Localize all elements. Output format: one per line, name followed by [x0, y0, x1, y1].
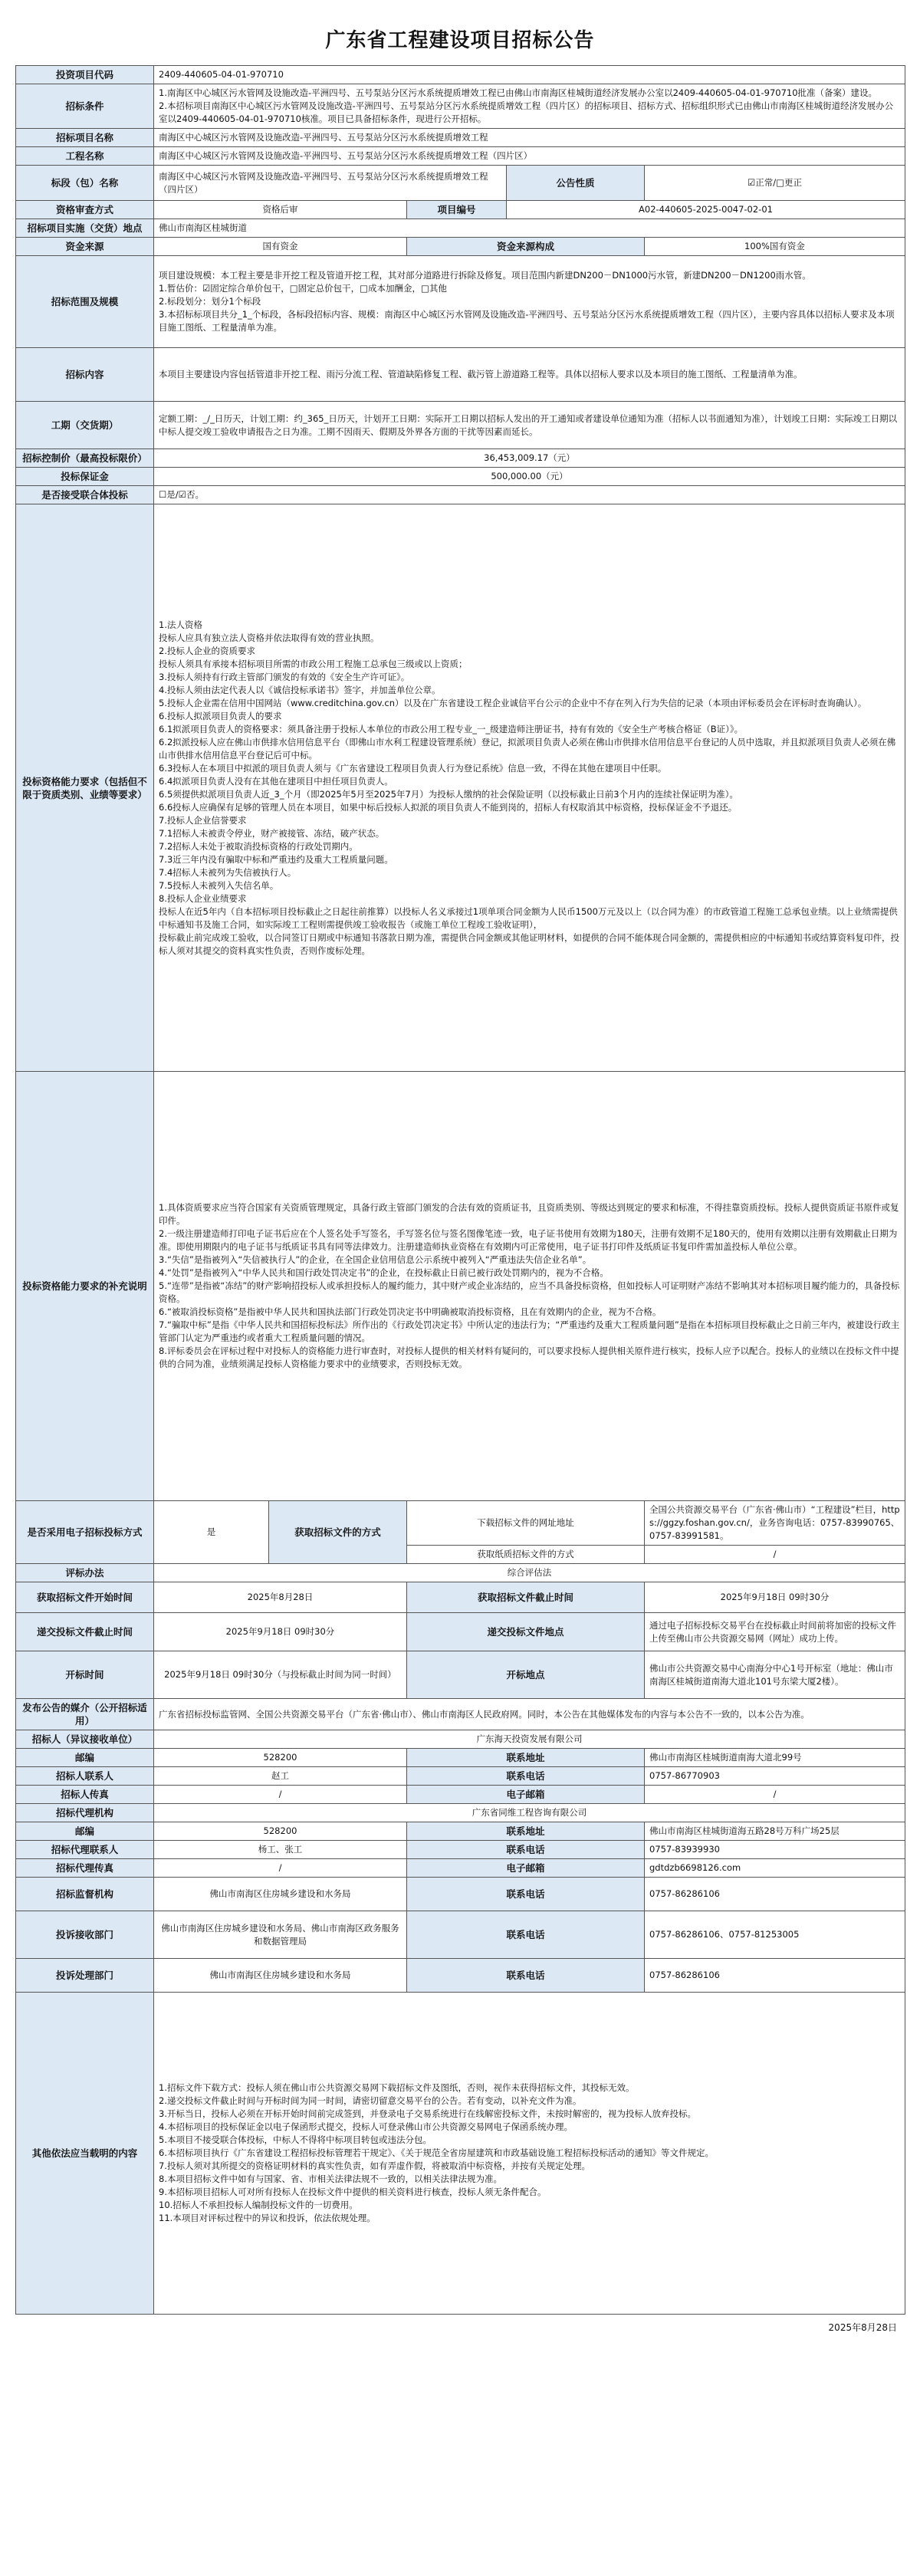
announcement-table	[15, 65, 905, 2315]
eligibility-line: 7.1招标人未被责令停业，财产被接管、冻结，破产状态。	[159, 827, 385, 839]
row-qualification: 资格审查方式 资格后审 项目编号 A02-440605-2025-0047-02-01	[16, 201, 905, 219]
row-agency-contact: 招标代理联系人 杨工、张工 联系电话 0757-83939930	[16, 1841, 905, 1859]
eligibility-line: 投标人须具有承接本招标项目所需的市政公用工程施工总承包三级或以上资质；	[159, 658, 468, 669]
row-location: 招标项目实施（交货）地点 佛山市南海区桂城街道	[16, 219, 905, 238]
eligibility-line: 6.投标人拟派项目负责人的要求	[159, 710, 282, 721]
row-consortium: 是否接受联合体投标 ☐是/☑否。	[16, 486, 905, 504]
row-electronic-2: 获取纸质招标文件的方式 /	[16, 1546, 905, 1564]
row-control-price: 招标控制价（最高投标限价） 36,453,009.17（元）	[16, 449, 905, 468]
agency-email[interactable]: gdtdzb6698126.com	[645, 1859, 905, 1878]
row-project-name: 招标项目名称 南海区中心城区污水管网及设施改造-平洲四号、五号泵站分区污水系统提质增效工程	[16, 129, 905, 147]
row-get-docs: 获取招标文件开始时间 2025年8月28日 获取招标文件截止时间 2025年9月18日 09时30分	[16, 1582, 905, 1613]
row-duration: 工期（交货期） 定额工期：_/_日历天，计划工期：约_365_日历天，计划开工日期：实际开工日期以招标人发出的开工通知或者建设单位通知为准（招标人以书面通知为准），计划竣工日期：实际竣工日期以中标人提交竣工验收申请报告之日为准。工期不因雨天、假期及外界各方面的干扰等因素而延长。	[16, 402, 905, 449]
other-line: 9.本招标项目招标人可对所有投标人在投标文件中提供的相关资料进行核查，投标人须无条件配合。	[159, 2187, 547, 2197]
eligibility-line: 7.投标人企业信誉要求	[159, 814, 247, 826]
eligibility-line: 6.5须提供拟派项目负责人近_3_个月（即2025年5月至2025年7月）为投标人缴纳的社会保险证明（以投标截止日前3个月内的连续社保证明为准）。	[159, 788, 738, 800]
row-supervisor: 招标监督机构 佛山市南海区住房城乡建设和水务局 联系电话 0757-86286106	[16, 1878, 905, 1911]
row-eligibility: 投标资格能力要求（包括但不限于资质类别、业绩等要求） 1.法人资格 投标人应具有独立法人资格并依法取得有效的营业执照。 2.投标人企业的资质要求 投标人须具有承接本招标项目所需的市政公用工程施工总承包三级或以上资质； 3.投标人须持有行政主管部门颁发的有效的《安全生产许可证》。 4.投标人须由法定代表人以《诚信投标承诺书》签字，并加盖单位公章。 5.投标人企业需在信用中国网站（www.creditchina.gov.cn）以及在广东省建设工程企业诚信平台公示的企业中不存在列入行为失信的记录（本项由评标委员会在评标时查询确认）。 6.投标人拟派项目负责人的要求 6.1拟派项目负责人的资格要求：须具备注册于投标人本单位的市政公用工程专业_一_级建造师注册证书，持有有效的《安全生产考核合格证（B证）》。 6.2拟派投标人应在佛山市供排水信用信息平台（即佛山市水利工程建设管理系统）登记，拟派项目负责人必须在佛山市供排水信用信息平台登记的人员中选取，并且拟派项目负责人必须在佛山市供排水信用信息平台登记后可中标。 6.3投标人在本项目中拟派的项目负责人须与《广东省建设工程项目负责人行为登记系统》信息一致，不得在其他在建项目中任职。 6.4拟派项目负责人没有在其他在建项目中担任项目负责人。 6.5须提供拟派项目负责人近_3_个月（即2025年5月至2025年7月）为投标人缴纳的社会保险证明（以投标截止日前3个月内的连续社保证明为准）。 6.6投标人应确保有足够的管理人员在本项目，如果中标后投标人拟派的项目负责人不能到岗的，招标人有权取消其中标资格，投标保证金不予退还。 7.投标人企业信誉要求 7.1招标人未被责令停业，财产被接管、冻结，破产状态。 7.2招标人未处于被取消投标资格的行政处罚期内。 7.3近三年内没有骗取中标和严重违约及重大工程质量问题。 7.4招标人未被列为失信被执行人。 7.5投标人未被列入失信名单。 8.投标人企业业绩要求 投标人在近5年内（自本招标项目投标截止之日起往前推算）以投标人名义承接过1项单项合同金额为人民币1500万元及以上（以合同为准）的市政管道工程施工总承包业绩。以上业绩需提供中标通知书及施工合同，如实际竣工工程则需提供竣工验收报告（或施工单位工程竣工验收证明）， 投标截止前完成竣工验收，以合同签订日期或中标通知书落款日期为准，需提供合同金额或其他证明材料，如提供的合同不能体现合同金额的，需提供相应的中标通知书或结算资料复印件，投标人须对其提交的资料真实性负责，否则作废标处理。	[16, 504, 905, 1072]
eligibility-line: 7.4招标人未被列为失信被执行人。	[159, 866, 297, 878]
eligibility-line: 7.5投标人未被列入失信名单。	[159, 879, 279, 891]
other-line: 10.招标人不承担投标人编制投标文件的一切费用。	[159, 2200, 358, 2210]
row-handling: 投诉处理部门 佛山市南海区住房城乡建设和水务局 联系电话 0757-86286106	[16, 1959, 905, 1993]
eligibility-line: 投标人在近5年内（自本招标项目投标截止之日起往前推算）以投标人名义承接过1项单项合同金额为人民币1500万元及以上（以合同为准）的市政管道工程施工总承包业绩。以上业绩需提供中标通知书及施工合同，如实际竣工工程则需提供竣工验收报告（或施工单位工程竣工验收证明），	[159, 905, 898, 930]
eligibility-line: 6.2拟派投标人应在佛山市供排水信用信息平台（即佛山市水利工程建设管理系统）登记，拟派项目负责人必须在佛山市供排水信用信息平台登记的人员中选取，并且拟派项目负责人必须在佛山市供排水信用信息平台登记后可中标。	[159, 736, 896, 761]
conditions-p2: 2.本招标项目南海区中心城区污水管网及设施改造-平洲四号、五号泵站分区污水系统提质增效工程（四片区）的招标项目、招标方式、招标组织形式已由佛山市南海区桂城街道经济发展办公室以2409-440605-04-01-970710核准。项目已具备招标条件，现进行公开招标。	[159, 100, 894, 124]
other-line: 3.开标当日，投标人必须在开标开始时间前完成签到，并登录电子交易系统进行在线解密投标文件，未按时解密的，视为投标人放弃投标。	[159, 2108, 696, 2119]
row-complaint: 投诉接收部门 佛山市南海区住房城乡建设和水务局、佛山市南海区政务服务和数据管理局 联系电话 0757-86286106、0757-81253005	[16, 1911, 905, 1959]
row-funding: 资金来源 国有资金 资金来源构成 100%国有资金	[16, 238, 905, 256]
eligibility-line: 投标人应具有独立法人资格并依法取得有效的营业执照。	[159, 632, 380, 643]
row-electronic-1: 是否采用电子招标投标方式 是 获取招标文件的方式 下载招标文件的网址地址 全国公共资源交易平台（广东省·佛山市）“工程建设”栏目，https://ggzy.foshan.gov.cn/，业务咨询电话：0757-83990765、0757-83991581。	[16, 1501, 905, 1546]
row-tenderer-fax: 招标人传真 / 电子邮箱 /	[16, 1786, 905, 1804]
eligibility-line: 8.投标人企业业绩要求	[159, 892, 247, 904]
other-line: 6.本招标项目执行《广东省建设工程招标投标管理若干规定》、《关于规范全省房屋建筑和市政基础设施工程招标投标活动的通知》等文件规定。	[159, 2147, 714, 2158]
row-opening: 开标时间 2025年9月18日 09时30分（与投标截止时间为同一时间） 开标地点 佛山市公共资源交易中心南海分中心1号开标室（地址：佛山市南海区桂城街道南海大道北101号东梁大厦2楼）。	[16, 1651, 905, 1699]
other-line: 2.递交投标文件截止时间与开标时间为同一时间，请密切留意交易平台的公告。若有变动，以补充文件为准。	[159, 2095, 582, 2106]
eligibility-line: 6.3投标人在本项目中拟派的项目负责人须与《广东省建设工程项目负责人行为登记系统》信息一致，不得在其他在建项目中任职。	[159, 762, 667, 774]
download-link[interactable]: 全国公共资源交易平台（广东省·佛山市）“工程建设”栏目，https://ggzy.foshan.gov.cn/，业务咨询电话：0757-83990765、0757-83991581。	[645, 1501, 905, 1546]
other-line: 8.本项目招标文件中如有与国家、省、市相关法律法规不一致的，以相关法律法规为准。	[159, 2174, 502, 2184]
row-scope: 招标范围及规模 项目建设规模：本工程主要是非开挖工程及管道开挖工程，其对部分道路进行拆除及修复。项目范围内新建DN200－DN1000污水管，新建DN200－DN1200雨水管。 1.暂估价：☑固定综合单价包干，□固定总价包干，□成本加酬金，□其他 2.标段划分：划分1个标段 3.本招标标项目共分_1_个标段，各标段招标内容、规模：南海区中心城区污水管网及设施改造-平洲四号、五号泵站分区污水系统提质增效工程（四片区），主要内容具体以招标人要求及本项目施工图纸、工程量清单为准。	[16, 256, 905, 348]
row-content: 招标内容 本项目主要建设内容包括管道非开挖工程、雨污分流工程、管道缺陷修复工程、截污管上游道路工程等。具体以招标人要求以及本项目的施工图纸、工程量清单为准。	[16, 348, 905, 402]
row-tenderer-zip: 邮编 528200 联系地址 佛山市南海区桂城街道南海大道北99号	[16, 1749, 905, 1767]
row-other: 其他依法应当载明的内容 1.招标文件下载方式：投标人须在佛山市公共资源交易网下载招标文件及图纸，否则，视作未获得招标文件，其投标无效。 2.递交投标文件截止时间与开标时间为同一时间，请密切留意交易平台的公告。若有变动，以补充文件为准。 3.开标当日，投标人必须在开标开始时间前完成签到，并登录电子交易系统进行在线解密投标文件，未按时解密的，视为投标人放弃投标。 4.本招标项目的投标保证金以电子保函形式提交，投标人可登录佛山市公共资源交易网电子保函系统办理。 5.本项目不接受联合体投标，中标人不得将中标项目转包或违法分包。 6.本招标项目执行《广东省建设工程招标投标管理若干规定》、《关于规范全省房屋建筑和市政基础设施工程招标投标活动的通知》等文件规定。 7.投标人须对其所提交的资格证明材料的真实性负责，如有弄虚作假，将被取消中标资格，并按有关规定处理。 8.本项目招标文件中如有与国家、省、市相关法律法规不一致的，以相关法律法规为准。 9.本招标项目招标人可对所有投标人在投标文件中提供的相关资料进行核查，投标人须无条件配合。 10.招标人不承担投标人编制投标文件的一切费用。 11.本项目对评标过程中的异议和投诉，依法依规处理。	[16, 1993, 905, 2315]
page-title: 广东省工程建设项目招标公告	[325, 29, 595, 52]
other-line: 7.投标人须对其所提交的资格证明材料的真实性负责，如有弄虚作假，将被取消中标资格，并按有关规定处理。	[159, 2160, 590, 2171]
row-deposit: 投标保证金 500,000.00（元）	[16, 468, 905, 486]
other-line: 1.招标文件下载方式：投标人须在佛山市公共资源交易网下载招标文件及图纸，否则，视作未获得招标文件，其投标无效。	[159, 2082, 635, 2093]
other-req-p: 3.“失信”是指被列入“失信被执行人”的企业，在全国企业信用信息公示系统中被列入“严重违法失信企业名单”。	[159, 1254, 592, 1265]
other-line: 5.本项目不接受联合体投标，中标人不得将中标项目转包或违法分包。	[159, 2134, 432, 2145]
other-req-p: 7.“骗取中标”是指《中华人民共和国招标投标法》所作出的《行政处罚决定书》中所认定的违法行为；“严重违约及重大工程质量问题”是指在本招标项目投标截止之日前三年内，被建设行政主管部门认定为严重违约或者重大工程质量问题的情况。	[159, 1319, 900, 1343]
announcement-date: 2025年8月28日	[828, 2322, 897, 2333]
row-tenderer-contact: 招标人联系人 赵工 联系电话 0757-86770903	[16, 1767, 905, 1786]
row-conditions: 招标条件 1.南海区中心城区污水管网及设施改造-平洲四号、五号泵站分区污水系统提质增效工程已由佛山市南海区桂城街道经济发展办公室以2409-440605-04-01-970710批准（备案）建设。 2.本招标项目南海区中心城区污水管网及设施改造-平洲四号、五号泵站分区污水系统提质增效工程（四片区）的招标项目、招标方式、招标组织形式已由佛山市南海区桂城街道经济发展办公室以2409-440605-04-01-970710核准。项目已具备招标条件，现进行公开招标。	[16, 84, 905, 129]
eligibility-line: 1.法人资格	[159, 619, 202, 630]
other-req-p: 6.“被取消投标资格”是指被中华人民共和国执法部门行政处罚决定书中明确被取消投标资格，且在有效期内的企业，视为不合格。	[159, 1306, 662, 1317]
row-other-requirements: 投标资格能力要求的补充说明 1.具体资质要求应当符合国家有关资质管理规定，具备行政主管部门颁发的合法有效的资质证书，且资质类别、等级达到规定的要求和标准，不得挂靠资质投标。投标人提供资质证书原件或复印件。 2.一级注册建造师打印电子证书后应在个人签名处手写签名，手写签名位与签名图像笔迹一致，电子证书使用有效期为180天，注册有效期不足180天的，使用有效期以注册有效期截止日期为准。即使用期限内的电子证书与纸质证书具有同等法律效力。注册建造师执业资格在有效期内可正常使用，电子证书打印件及纸质证书复印件需加盖投标人单位公章。 3.“失信”是指被列入“失信被执行人”的企业，在全国企业信用信息公示系统中被列入“严重违法失信企业名单”。 4.“处罚”是指被列入“中华人民共和国行政处罚决定书”的企业，在投标截止日前已被行政处罚期内的，视为不合格。 5.“连带”是指被“冻结”的财产影响招投标人或承担投标人的履约能力，其中财产或企业冻结的，应当不具备投标资格，但如投标人可证明财产冻结不影响其对本招标项目履约能力的，具备投标资格。 6.“被取消投标资格”是指被中华人民共和国执法部门行政处罚决定书中明确被取消投标资格，且在有效期内的企业，视为不合格。 7.“骗取中标”是指《中华人民共和国招标投标法》所作出的《行政处罚决定书》中所认定的违法行为；“严重违约及重大工程质量问题”是指在本招标项目投标截止之日前三年内，被建设行政主管部门认定为严重违约或者重大工程质量问题的情况。 8.评标委员会在评标过程中对投标人的资格能力进行审查时，对投标人提供的相关材料有疑问的，可以要求投标人提供相关原件进行核实，投标人应予以配合。投标人的业绩以在投标文件中提供的合同为准，业绩须满足投标人资格能力要求中的业绩要求，否则投标无效。	[16, 1072, 905, 1501]
other-req-p: 1.具体资质要求应当符合国家有关资质管理规定，具备行政主管部门颁发的合法有效的资质证书，且资质类别、等级达到规定的要求和标准，不得挂靠资质投标。投标人提供资质证书原件或复印件。	[159, 1202, 899, 1226]
scope-p2: 1.暂估价：☑固定综合单价包干，□固定总价包干，□成本加酬金，□其他	[159, 283, 447, 294]
eligibility-line: 7.3近三年内没有骗取中标和严重违约及重大工程质量问题。	[159, 853, 393, 865]
other-req-p: 8.评标委员会在评标过程中对投标人的资格能力进行审查时，对投标人提供的相关材料有疑问的，可以要求投标人提供相关原件进行核实，投标人应予以配合。投标人的业绩以在投标文件中提供的合同为准，业绩须满足投标人资格能力要求中的业绩要求，否则投标无效。	[159, 1346, 899, 1369]
row-engineering-name: 工程名称 南海区中心城区污水管网及设施改造-平洲四号、五号泵站分区污水系统提质增效工程（四片区）	[16, 147, 905, 166]
eligibility-line: 投标截止前完成竣工验收，以合同签订日期或中标通知书落款日期为准，需提供合同金额或其他证明材料，如提供的合同不能体现合同金额的，需提供相应的中标通知书或结算资料复印件，投标人须对其提交的资料真实性负责，否则作废标处理。	[159, 932, 899, 956]
eligibility-line: 2.投标人企业的资质要求	[159, 645, 255, 656]
eligibility-line: 7.2招标人未处于被取消投标资格的行政处罚期内。	[159, 840, 358, 852]
row-agency-fax: 招标代理传真 / 电子邮箱 gdtdzb6698126.com	[16, 1859, 905, 1878]
eligibility-line: 4.投标人须由法定代表人以《诚信投标承诺书》签字，并加盖单位公章。	[159, 684, 441, 695]
other-line: 11.本项目对评标过程中的异议和投诉，依法依规处理。	[159, 2213, 376, 2223]
eligibility-line: 3.投标人须持有行政主管部门颁发的有效的《安全生产许可证》。	[159, 671, 410, 682]
row-project-code: 投资项目代码 2409-440605-04-01-970710	[16, 66, 905, 84]
eligibility-line: 6.6投标人应确保有足够的管理人员在本项目，如果中标后投标人拟派的项目负责人不能到岗的，招标人有权取消其中标资格，投标保证金不予退还。	[159, 801, 738, 813]
row-publish: 发布公告的媒介（公开招标适用） 广东省招标投标监管网、全国公共资源交易平台（广东省·佛山市）、佛山市南海区人民政府网。同时，本公告在其他媒体发布的内容与本公告不一致的，以本公告为准。	[16, 1699, 905, 1730]
scope-p4: 3.本招标标项目共分_1_个标段，各标段招标内容、规模：南海区中心城区污水管网及设施改造-平洲四号、五号泵站分区污水系统提质增效工程（四片区），主要内容具体以招标人要求及本项目施工图纸、工程量清单为准。	[159, 309, 895, 333]
other-req-p: 4.“处罚”是指被列入“中华人民共和国行政处罚决定书”的企业，在投标截止日前已被行政处罚期内的，视为不合格。	[159, 1267, 609, 1278]
other-req-p: 5.“连带”是指被“冻结”的财产影响招投标人或承担投标人的履约能力，其中财产或企业冻结的，应当不具备投标资格，但如投标人可证明财产冻结不影响其对本招标项目履约能力的，具备投标资格。	[159, 1280, 900, 1304]
scope-p1: 项目建设规模：本工程主要是非开挖工程及管道开挖工程，其对部分道路进行拆除及修复。项目范围内新建DN200－DN1000污水管，新建DN200－DN1200雨水管。	[159, 270, 811, 281]
eligibility-line: 6.1拟派项目负责人的资格要求：须具备注册于投标人本单位的市政公用工程专业_一_级建造师注册证书，持有有效的《安全生产考核合格证（B证）》。	[159, 723, 744, 734]
conditions-p1: 1.南海区中心城区污水管网及设施改造-平洲四号、五号泵站分区污水系统提质增效工程已由佛山市南海区桂城街道经济发展办公室以2409-440605-04-01-970710批准（备案）建设。	[159, 87, 878, 98]
scope-p3: 2.标段划分：划分1个标段	[159, 296, 261, 307]
row-agency-zip: 邮编 528200 联系地址 佛山市南海区桂城街道海五路28号万科广场25层	[16, 1822, 905, 1841]
other-line: 4.本招标项目的投标保证金以电子保函形式提交，投标人可登录佛山市公共资源交易网电子保函系统办理。	[159, 2121, 573, 2132]
row-agency: 招标代理机构 广东省同维工程咨询有限公司	[16, 1804, 905, 1822]
row-tenderer: 招标人（异议接收单位） 广东海天投资发展有限公司	[16, 1730, 905, 1749]
row-evaluation: 评标办法 综合评估法	[16, 1564, 905, 1582]
row-lot: 标段（包）名称 南海区中心城区污水管网及设施改造-平洲四号、五号泵站分区污水系统提质增效工程（四片区） 公告性质 ☑正常/□更正	[16, 166, 905, 201]
eligibility-line: 6.4拟派项目负责人没有在其他在建项目中担任项目负责人。	[159, 775, 393, 787]
row-submit: 递交投标文件截止时间 2025年9月18日 09时30分 递交投标文件地点 通过电子招标投标交易平台在投标截止时间前将加密的投标文件上传至佛山市公共资源交易网（网址）成功上传。	[16, 1613, 905, 1651]
other-req-p: 2.一级注册建造师打印电子证书后应在个人签名处手写签名，手写签名位与签名图像笔迹一致，电子证书使用有效期为180天，注册有效期不足180天的，使用有效期以注册有效期截止日期为准。即使用期限内的电子证书与纸质证书具有同等法律效力。注册建造师执业资格在有效期内可正常使用，电子证书打印件及纸质证书复印件需加盖投标人单位公章。	[159, 1228, 898, 1252]
eligibility-line: 5.投标人企业需在信用中国网站（www.creditchina.gov.cn）以及在广东省建设工程企业诚信平台公示的企业中不存在列入行为失信的记录（本项由评标委员会在评标时查询确认）。	[159, 697, 867, 708]
